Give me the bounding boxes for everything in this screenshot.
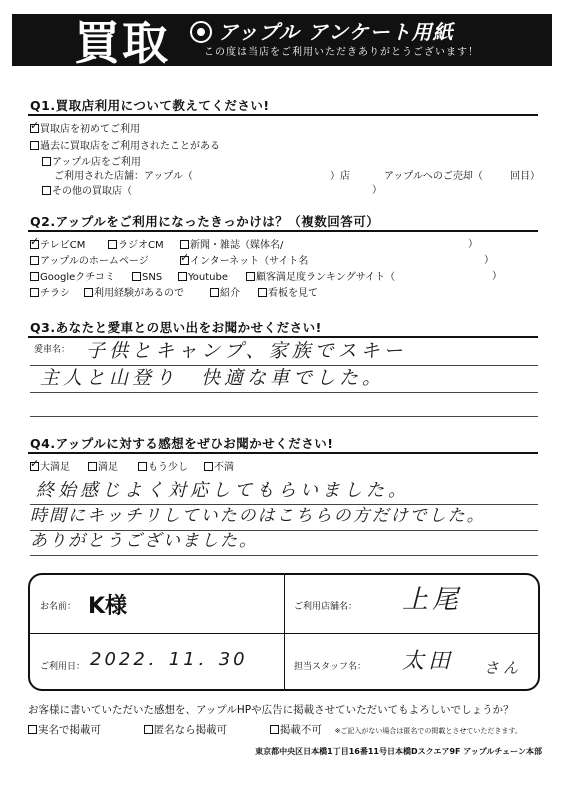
q1-sold-suffix: 回目）: [510, 171, 540, 182]
q4-satisfied[interactable]: 満足: [88, 462, 118, 473]
q1-store-suffix: ）店: [330, 171, 350, 182]
store-label: ご利用店舗名：: [294, 602, 358, 612]
info-divider-v: [284, 575, 285, 689]
brand-logo: 買取: [74, 16, 170, 70]
publish-real-name-checkbox[interactable]: [28, 725, 37, 734]
q2-youtube-checkbox[interactable]: [178, 272, 187, 281]
q3-answer-line1: 子供とキャンプ、家族でスキー: [86, 340, 407, 362]
q2-homepage[interactable]: アップルのホームページ: [30, 256, 149, 267]
staff-label: 担当スタッフ名：: [294, 662, 367, 672]
q2-title: Q2.アップルをご利用になったきっかけは？（複数回答可）: [30, 214, 380, 229]
q3-answer-line2: 主人と山登り 快適な車でした。: [40, 367, 386, 389]
q1-sold-label: アップルへのご売却（: [384, 171, 483, 182]
q1-other-suffix: ）: [372, 185, 382, 196]
q2-radio-checkbox[interactable]: [108, 240, 117, 249]
q1-used-before[interactable]: 過去に買取店をご利用されたことがある: [30, 141, 220, 152]
q2-homepage-checkbox[interactable]: [30, 256, 39, 265]
q2-radio[interactable]: ラジオCM: [108, 240, 164, 251]
q2-flyer-checkbox[interactable]: [30, 288, 39, 297]
apple-logo-icon: [190, 21, 212, 43]
date-label: ご利用日：: [40, 662, 86, 672]
q2-tv[interactable]: ✓テレビCM: [30, 240, 85, 251]
q4-line1: [30, 504, 538, 505]
name-label: お名前：: [40, 602, 77, 612]
q1-apple-store-checkbox[interactable]: [42, 157, 51, 166]
q1-first-time-checkbox[interactable]: [30, 124, 39, 133]
q4-rule: [28, 452, 538, 454]
q1-first-time[interactable]: ✓買取店を初めてご利用: [30, 124, 140, 135]
q3-car-label: 愛車名：: [34, 345, 71, 355]
q4-more[interactable]: もう少し: [138, 462, 188, 473]
publish-anonymous[interactable]: 匿名なら掲載可: [144, 724, 228, 736]
q2-google-checkbox[interactable]: [30, 272, 39, 281]
q1-rule: [28, 114, 538, 116]
q2-referral[interactable]: 紹介: [210, 288, 240, 299]
customer-info-box: [28, 573, 540, 691]
q3-rule: [28, 336, 538, 338]
q4-line3: [30, 555, 538, 556]
q2-referral-checkbox[interactable]: [210, 288, 219, 297]
store-value: 上尾: [402, 585, 463, 615]
q4-answer-line2: 時間にキッチリしていたのはこちらの方だけでした。: [30, 506, 486, 526]
q2-sns-checkbox[interactable]: [132, 272, 141, 281]
q1-other-store[interactable]: その他の買取店（: [42, 186, 132, 197]
q4-answer-line3: ありがとうございました。: [30, 531, 258, 551]
publish-note: ※ご記入がない場合は匿名での掲載とさせていただきます。: [334, 727, 522, 735]
form-title: アップル アンケート用紙: [218, 20, 454, 44]
date-value: 2022．11．30: [90, 649, 248, 670]
q2-signboard[interactable]: 看板を見て: [258, 288, 318, 299]
q4-unsatisfied-checkbox[interactable]: [204, 462, 213, 471]
q2-paper-suffix: ）: [468, 239, 478, 250]
q3-line2: [30, 392, 538, 393]
publish-not-allowed-checkbox[interactable]: [270, 725, 279, 734]
company-address: 東京都中央区日本橋1丁目16番11号日本橋Dスクエア9F アップルチェーン本部: [255, 747, 542, 756]
q4-satisfied-checkbox[interactable]: [88, 462, 97, 471]
q3-line1: [30, 365, 538, 366]
publish-anonymous-checkbox[interactable]: [144, 725, 153, 734]
staff-value: 太田: [402, 649, 455, 674]
q2-paper[interactable]: 新聞・雑誌（媒体名/: [180, 240, 283, 251]
q1-title: Q1.買取店利用について教えてください!: [30, 98, 270, 113]
q2-internet-checkbox[interactable]: [180, 256, 189, 265]
q2-paper-checkbox[interactable]: [180, 240, 189, 249]
q2-ranking-suffix: ）: [492, 271, 502, 282]
q4-answer-line1: 終始感じよく対応してもらいました。: [36, 480, 410, 501]
q2-experience-checkbox[interactable]: [84, 288, 93, 297]
publish-question: お客様に書いていただいた感想を、アップルHPや広告に掲載させていただいてもよろしいでしょうか？: [28, 704, 514, 716]
publish-not-allowed[interactable]: 掲載不可: [270, 724, 322, 736]
q2-internet[interactable]: ✓ インターネット（サイト名: [180, 256, 308, 267]
name-value: K様: [88, 594, 128, 619]
q2-signboard-checkbox[interactable]: [258, 288, 267, 297]
q4-title: Q4.アップルに対する感想をぜひお聞かせください!: [30, 436, 334, 451]
q1-apple-store[interactable]: アップル店をご利用: [42, 157, 141, 168]
q4-unsatisfied[interactable]: 不満: [204, 462, 234, 473]
q3-title: Q3.あなたと愛車との思い出をお聞かせください!: [30, 320, 322, 335]
q4-very-satisfied-checkbox[interactable]: [30, 462, 39, 471]
q2-ranking[interactable]: 顧客満足度ランキングサイト（: [246, 272, 395, 283]
publish-options: [28, 722, 522, 737]
q4-very-satisfied[interactable]: ✓大満足: [30, 462, 70, 473]
publish-real-name[interactable]: 実名で掲載可: [28, 724, 101, 736]
q2-ranking-checkbox[interactable]: [246, 272, 255, 281]
form-subtitle: この度は当店をご利用いただきありがとうございます！: [204, 47, 479, 58]
q1-other-store-checkbox[interactable]: [42, 186, 51, 195]
staff-suffix: さん: [484, 659, 523, 677]
q2-youtube[interactable]: Youtube: [178, 272, 228, 283]
header: [12, 12, 552, 72]
q2-experience[interactable]: 利用経験があるので: [84, 288, 184, 299]
q2-sns[interactable]: SNS: [132, 272, 162, 283]
q2-google[interactable]: Googleクチコミ: [30, 272, 115, 283]
q2-rule: [28, 230, 538, 232]
q3-line3: [30, 416, 538, 417]
q2-tv-checkbox[interactable]: [30, 240, 39, 249]
q1-store-name-label: ご利用された店舗：アップル（: [54, 171, 193, 182]
q4-more-checkbox[interactable]: [138, 462, 147, 471]
q1-used-before-checkbox[interactable]: [30, 141, 39, 150]
q2-internet-suffix: ）: [484, 255, 494, 266]
q2-flyer[interactable]: チラシ: [30, 288, 70, 299]
